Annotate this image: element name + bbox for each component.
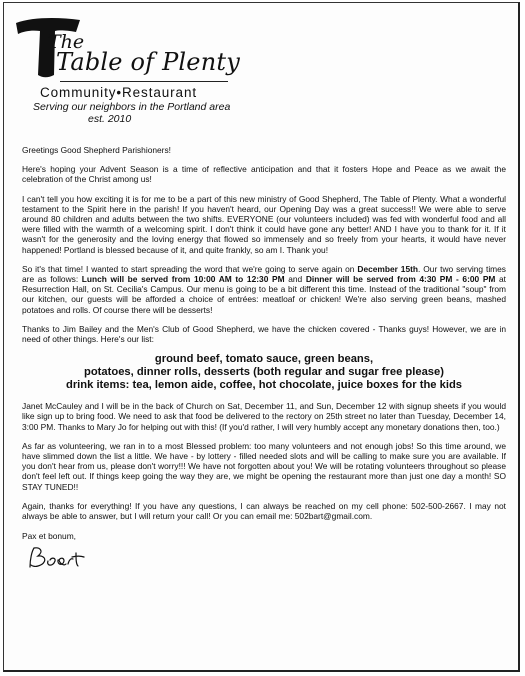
greeting: Greetings Good Shepherd Parishioners! bbox=[22, 145, 171, 155]
logo-subtitle: Community•Restaurant bbox=[40, 85, 198, 100]
dinner-time: Dinner will be served from 4:30 PM - 6:00 PM bbox=[305, 274, 496, 285]
logo-title-line2: Table of Plenty bbox=[56, 48, 240, 76]
closing: Pax et bonum, bbox=[22, 531, 77, 542]
paragraph-volunteering: As far as volunteering, we ran in to a most Blessed problem: too many volunteers and not enough jobs! So this time around, we have slimmed down the list a little. We have - by lottery - filled needed slots and will be calling to make sure you are available. If you don't hear from us, please don't worry!!! We have not forgotten about you! We will be rotating volunteers throughout so please don't feel left out. If things keep going the way they are, we might be opening the restaurant more than just one day a month! SO STAY TUNED!! bbox=[22, 440, 506, 492]
needs-list bbox=[22, 353, 506, 392]
needs-list-line: drink items: tea, lemon aide, coffee, hot chocolate, juice boxes for the kids bbox=[65, 379, 462, 392]
needs-list-line: potatoes, dinner rolls, desserts (both regular and sugar free please) bbox=[84, 366, 444, 379]
serve-date: December 15th bbox=[357, 263, 419, 274]
logo-title-line1: The bbox=[48, 31, 85, 53]
text: So it's that time! I wanted to start spreading the word that we're going to serve again on bbox=[22, 263, 358, 274]
needs-list-line: ground beef, tomato sauce, green beans, bbox=[154, 353, 374, 366]
signature bbox=[26, 545, 506, 573]
paragraph-thanks-mens-club: Thanks to Jim Bailey and the Men's Club of Good Shepherd, we have the chicken covered - Thanks guys! However, we are in need of other things. Here's our list: bbox=[22, 323, 506, 345]
paragraph-opening-day: I can't tell you how exciting it is for me to be a part of this new ministry of Good Shepherd, The Table of Plenty. What a wonderful testament to the Spirit here in the parish! If you haven't heard, our Opening Day was a great success!! We were able to serve around 80 children and adults between the two shifts. EVERYONE (our volunteers included) was fed with wonderful food and all were filled with the warmth of a welcoming spirit. I don't think it could have gone any better! AND I have you to thank for it. If it wasn't for the generosity and the loving energy that flowed so immensely and so freely from your hearts, it would have never happened! Portland is blessed because of it, and quite frankly, so am I. Thank you! bbox=[22, 193, 506, 255]
paragraph-contact: Again, thanks for everything! If you have any questions, I can always be reached on my cell phone: 502-500-2667. I may not always be able to answer, but I will return your call! Or you can email me: 502bart@gmail.com. bbox=[22, 500, 506, 522]
lunch-time: Lunch will be served from 10:00 AM to 12:30 PM bbox=[81, 274, 285, 285]
paragraph-serving-times bbox=[22, 264, 506, 315]
logo-divider bbox=[60, 81, 228, 82]
paragraph-signup: Janet McCauley and I will be in the back of Church on Sat, December 11, and Sun, December 12 with signup sheets if you would like sign up to bring food. We need to ask that food be delivered to the rectory on 25th street no later than Tuesday, December 14, 3:00 PM. Thanks to Mary Jo for helping out with this! (If you'd rather, I will very humbly accept any monetary donations then, too.) bbox=[22, 401, 506, 432]
signature-image bbox=[26, 545, 106, 571]
logo bbox=[4, 3, 520, 128]
text: . Our two serving times are as follows: bbox=[22, 263, 506, 285]
paragraph-advent: Here's hoping your Advent Season is a time of reflective anticipation and that it fosters Hope and Peace as we await the celebration of the Christ among us! bbox=[22, 164, 506, 185]
letter-body bbox=[22, 145, 506, 574]
logo-established: est. 2010 bbox=[88, 113, 132, 125]
logo-tagline: Serving our neighbors in the Portland area bbox=[33, 101, 231, 113]
letter-page bbox=[3, 2, 520, 672]
text: and bbox=[284, 274, 306, 285]
text: at Resurrection Hall, on St. Cecilia's Campus. Our menu is going to be a bit different this time. Instead of the traditional "soup" from our kitchen, our guests will be afforded a choice of entrées: meatloaf or chicken! We're also serving green beans, mashed potatoes and rolls. Of course there will be desserts! bbox=[22, 274, 507, 315]
